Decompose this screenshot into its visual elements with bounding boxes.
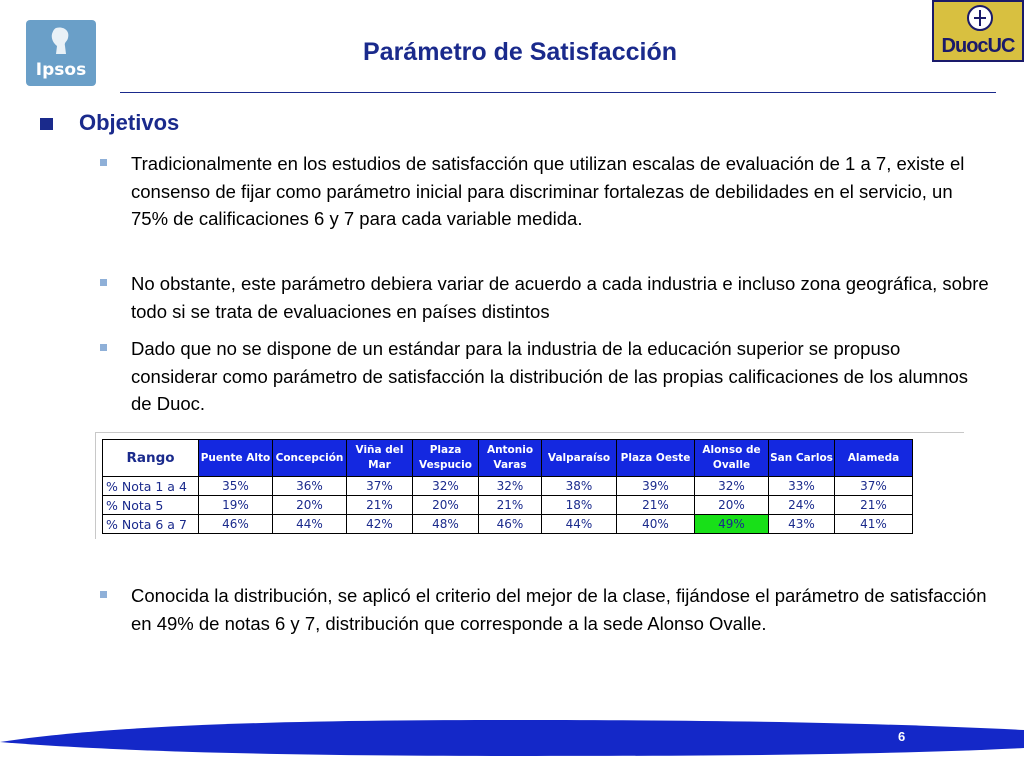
column-header: Valparaíso bbox=[542, 440, 617, 477]
table-row bbox=[103, 515, 913, 534]
column-header: Plaza Vespucio bbox=[413, 440, 479, 477]
table-cell: 21% bbox=[347, 496, 413, 515]
satisfaction-table bbox=[102, 439, 913, 534]
column-header: Alonso de Ovalle bbox=[695, 440, 769, 477]
footer-swoosh-bar bbox=[0, 718, 1024, 756]
table-cell: 20% bbox=[273, 496, 347, 515]
table-cell: 48% bbox=[413, 515, 479, 534]
section-heading-label: Objetivos bbox=[79, 110, 180, 135]
column-header: Alameda bbox=[835, 440, 913, 477]
table-cell: 44% bbox=[273, 515, 347, 534]
table-cell: 32% bbox=[695, 477, 769, 496]
bullet-item bbox=[131, 582, 991, 637]
table-cell: 37% bbox=[835, 477, 913, 496]
table-row bbox=[103, 477, 913, 496]
heading-square-bullet bbox=[40, 118, 53, 130]
ipsos-logo-text: Ipsos bbox=[35, 60, 87, 80]
table-cell: 37% bbox=[347, 477, 413, 496]
table-cell: 32% bbox=[479, 477, 542, 496]
table-cell: 43% bbox=[769, 515, 835, 534]
table-cell: 41% bbox=[835, 515, 913, 534]
table-cell: 21% bbox=[617, 496, 695, 515]
column-header: Concepción bbox=[273, 440, 347, 477]
page-number: 6 bbox=[898, 729, 906, 744]
title-divider bbox=[120, 92, 996, 93]
table-row bbox=[103, 496, 913, 515]
column-header: Viña del Mar bbox=[347, 440, 413, 477]
table-cell: 33% bbox=[769, 477, 835, 496]
slide-title: Parámetro de Satisfacción bbox=[362, 38, 677, 66]
bullet-square-icon bbox=[100, 279, 107, 286]
row-label: % Nota 5 bbox=[103, 496, 199, 515]
table-cell: 35% bbox=[199, 477, 273, 496]
table-cell: 20% bbox=[413, 496, 479, 515]
table-corner-header: Rango bbox=[103, 440, 199, 477]
table-cell: 36% bbox=[273, 477, 347, 496]
bullet-square-icon bbox=[100, 159, 107, 166]
column-header: Antonio Varas bbox=[479, 440, 542, 477]
table-cell: 24% bbox=[769, 496, 835, 515]
satisfaction-table-frame bbox=[95, 432, 964, 539]
bullet-item bbox=[131, 335, 991, 418]
table-cell: 32% bbox=[413, 477, 479, 496]
table-cell: 39% bbox=[617, 477, 695, 496]
column-header: Puente Alto bbox=[199, 440, 273, 477]
duoc-logo bbox=[932, 0, 1024, 62]
table-cell: 21% bbox=[479, 496, 542, 515]
highlighted-table-cell: 49% bbox=[695, 515, 769, 534]
table-cell: 38% bbox=[542, 477, 617, 496]
table-cell: 46% bbox=[479, 515, 542, 534]
table-cell: 40% bbox=[617, 515, 695, 534]
bullet-text: Dado que no se dispone de un estándar para la industria de la educación superior se propuso considerar como parámetro de satisfacción la distribución de las propias calificaciones de los alumnos de Duoc. bbox=[131, 338, 969, 414]
bullet-item bbox=[131, 150, 991, 233]
table-cell: 18% bbox=[542, 496, 617, 515]
ipsos-head-icon bbox=[50, 26, 72, 56]
row-label: % Nota 1 a 4 bbox=[103, 477, 199, 496]
bullet-text: Conocida la distribución, se aplicó el criterio del mejor de la clase, fijándose el parámetro de satisfacción en 49% de notas 6 y 7, distribución que corresponde a la sede Alonso Ovalle. bbox=[131, 585, 987, 634]
column-header: San Carlos bbox=[769, 440, 835, 477]
bullet-text: Tradicionalmente en los estudios de satisfacción que utilizan escalas de evaluación de 1 a 7, existe el consenso de fijar como parámetro inicial para discriminar fortalezas de debilidades en el servicio, un 75% de calificaciones 6 y 7 para cada variable medida. bbox=[131, 153, 965, 229]
table-cell: 19% bbox=[199, 496, 273, 515]
duoc-logo-text: DuocUC bbox=[941, 35, 1015, 57]
table-cell: 20% bbox=[695, 496, 769, 515]
table-cell: 42% bbox=[347, 515, 413, 534]
table-cell: 44% bbox=[542, 515, 617, 534]
ipsos-logo bbox=[26, 20, 96, 86]
table-cell: 21% bbox=[835, 496, 913, 515]
bullet-item bbox=[131, 270, 991, 325]
bullet-square-icon bbox=[100, 591, 107, 598]
table-header-row bbox=[103, 440, 913, 477]
table-cell: 46% bbox=[199, 515, 273, 534]
bullet-text: No obstante, este parámetro debiera variar de acuerdo a cada industria e incluso zona geográfica, sobre todo si se trata de evaluaciones en países distintos bbox=[131, 273, 989, 322]
duoc-seal-icon bbox=[966, 4, 994, 34]
row-label: % Nota 6 a 7 bbox=[103, 515, 199, 534]
bullet-square-icon bbox=[100, 344, 107, 351]
column-header: Plaza Oeste bbox=[617, 440, 695, 477]
